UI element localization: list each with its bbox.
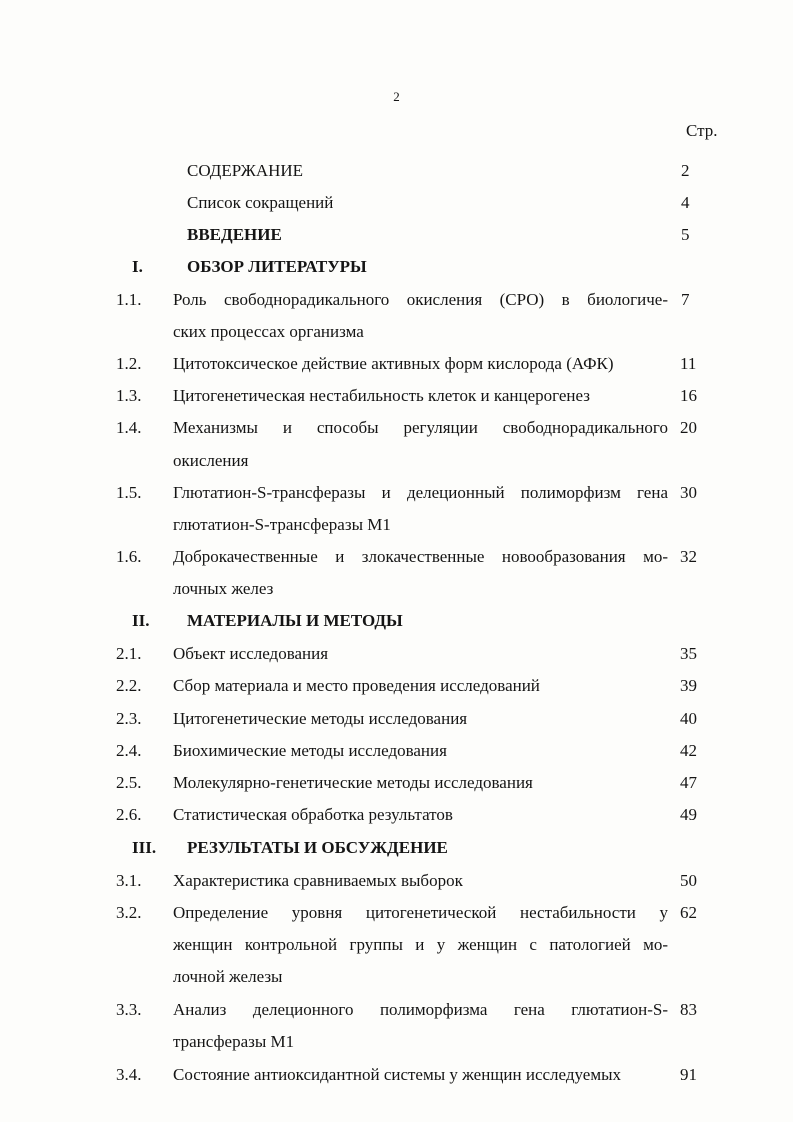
toc-entry-title-line: Роль свободнорадикального окисления (СРО) в биологиче- bbox=[173, 290, 668, 309]
toc-entry-page: 16 bbox=[680, 386, 697, 405]
toc-entry-page: 62 bbox=[680, 903, 697, 922]
toc-entry-title-line: женщин контрольной группы и у женщин с патологией мо- bbox=[173, 935, 668, 954]
toc-entry-title-line: окисления bbox=[173, 451, 249, 470]
toc-entry-title-line: лочных желез bbox=[173, 579, 274, 598]
toc-entry-page: 49 bbox=[680, 805, 697, 824]
toc-entry-number: 3.2. bbox=[116, 903, 142, 922]
toc-entry-page: 4 bbox=[681, 193, 690, 212]
toc-entry-title-line: лочной железы bbox=[173, 967, 283, 986]
toc-entry-title-line: МАТЕРИАЛЫ И МЕТОДЫ bbox=[187, 611, 403, 630]
toc-entry-page: 11 bbox=[680, 354, 697, 373]
toc-entry-number: 1.2. bbox=[116, 354, 142, 373]
toc-entry-number: 1.5. bbox=[116, 483, 142, 502]
toc-entry-title-line: Сбор материала и место проведения исследований bbox=[173, 676, 540, 695]
toc-entry-page: 35 bbox=[680, 644, 697, 663]
toc-entry-page: 30 bbox=[680, 483, 697, 502]
page-column-header: Стр. bbox=[686, 121, 718, 140]
toc-entry-number: 2.2. bbox=[116, 676, 142, 695]
toc-entry-number: 2.5. bbox=[116, 773, 142, 792]
toc-entry-title-line: ОБЗОР ЛИТЕРАТУРЫ bbox=[187, 257, 367, 276]
toc-entry-title-line: Доброкачественные и злокачественные новообразования мо- bbox=[173, 547, 668, 566]
toc-entry-title-line: Цитогенетическая нестабильность клеток и канцерогенез bbox=[173, 386, 590, 405]
toc-entry-page: 39 bbox=[680, 676, 697, 695]
toc-entry-title-line: Глютатион-S-трансферазы и делеционный полиморфизм гена bbox=[173, 483, 668, 502]
toc-entry-number: 1.4. bbox=[116, 418, 142, 437]
toc-entry-page: 40 bbox=[680, 709, 697, 728]
toc-entry-page: 83 bbox=[680, 1000, 697, 1019]
toc-entry-title-line: Статистическая обработка результатов bbox=[173, 805, 453, 824]
toc-entry-title-line: Молекулярно-генетические методы исследования bbox=[173, 773, 533, 792]
toc-entry-number: 2.1. bbox=[116, 644, 142, 663]
toc-entry-number: 2.6. bbox=[116, 805, 142, 824]
toc-entry-number: II. bbox=[132, 611, 150, 630]
toc-entry-page: 32 bbox=[680, 547, 697, 566]
toc-entry-title-line: Механизмы и способы регуляции свободнорадикального bbox=[173, 418, 668, 437]
toc-entry-title-line: Характеристика сравниваемых выборок bbox=[173, 871, 463, 890]
toc-entry-title-line: Анализ делеционного полиморфизма гена глютатион-S- bbox=[173, 1000, 668, 1019]
toc-entry-title-line: Цитотоксическое действие активных форм кислорода (АФК) bbox=[173, 354, 614, 373]
toc-entry-title-line: Цитогенетические методы исследования bbox=[173, 709, 468, 728]
toc-entry-title-line: Объект исследования bbox=[173, 644, 329, 663]
toc-entry-title-line: Определение уровня цитогенетической нестабильности у bbox=[173, 903, 668, 922]
toc-entry-number: I. bbox=[132, 257, 143, 276]
toc-entry-page: 91 bbox=[680, 1065, 697, 1084]
toc-entry-title-line: ВВЕДЕНИЕ bbox=[187, 225, 282, 244]
toc-entry-title-line: РЕЗУЛЬТАТЫ И ОБСУЖДЕНИЕ bbox=[187, 838, 448, 857]
toc-entry-title-line: СОДЕРЖАНИЕ bbox=[187, 161, 304, 180]
toc-entry-title-line: глютатион-S-трансферазы М1 bbox=[173, 515, 391, 534]
toc-entry-number: III. bbox=[132, 838, 157, 857]
toc-entry-page: 50 bbox=[680, 871, 697, 890]
toc-entry-number: 2.4. bbox=[116, 741, 142, 760]
page-number: 2 bbox=[393, 89, 400, 104]
toc-entry-number: 1.3. bbox=[116, 386, 142, 405]
toc-entry-title-line: Биохимические методы исследования bbox=[173, 741, 447, 760]
toc-entry-title-line: Список сокращений bbox=[187, 193, 334, 212]
toc-entry-number: 3.3. bbox=[116, 1000, 142, 1019]
toc-entry-number: 1.1. bbox=[116, 290, 142, 309]
toc-entry-title-line: Состояние антиоксидантной системы у женщин исследуемых bbox=[173, 1065, 622, 1084]
toc-entry-page: 20 bbox=[680, 418, 697, 437]
toc-entry-page: 2 bbox=[681, 161, 690, 180]
toc-entry-number: 2.3. bbox=[116, 709, 142, 728]
toc-entry-title-line: трансферазы М1 bbox=[173, 1032, 295, 1051]
toc-entry-page: 47 bbox=[680, 773, 697, 792]
toc-entry-number: 3.1. bbox=[116, 871, 142, 890]
toc-entry-page: 5 bbox=[681, 225, 690, 244]
toc-entry-number: 3.4. bbox=[116, 1065, 142, 1084]
toc-entry-page: 7 bbox=[681, 290, 690, 309]
toc-entry-number: 1.6. bbox=[116, 547, 142, 566]
toc-entry-title-line: ских процессах организма bbox=[173, 322, 364, 341]
toc-entry-page: 42 bbox=[680, 741, 697, 760]
